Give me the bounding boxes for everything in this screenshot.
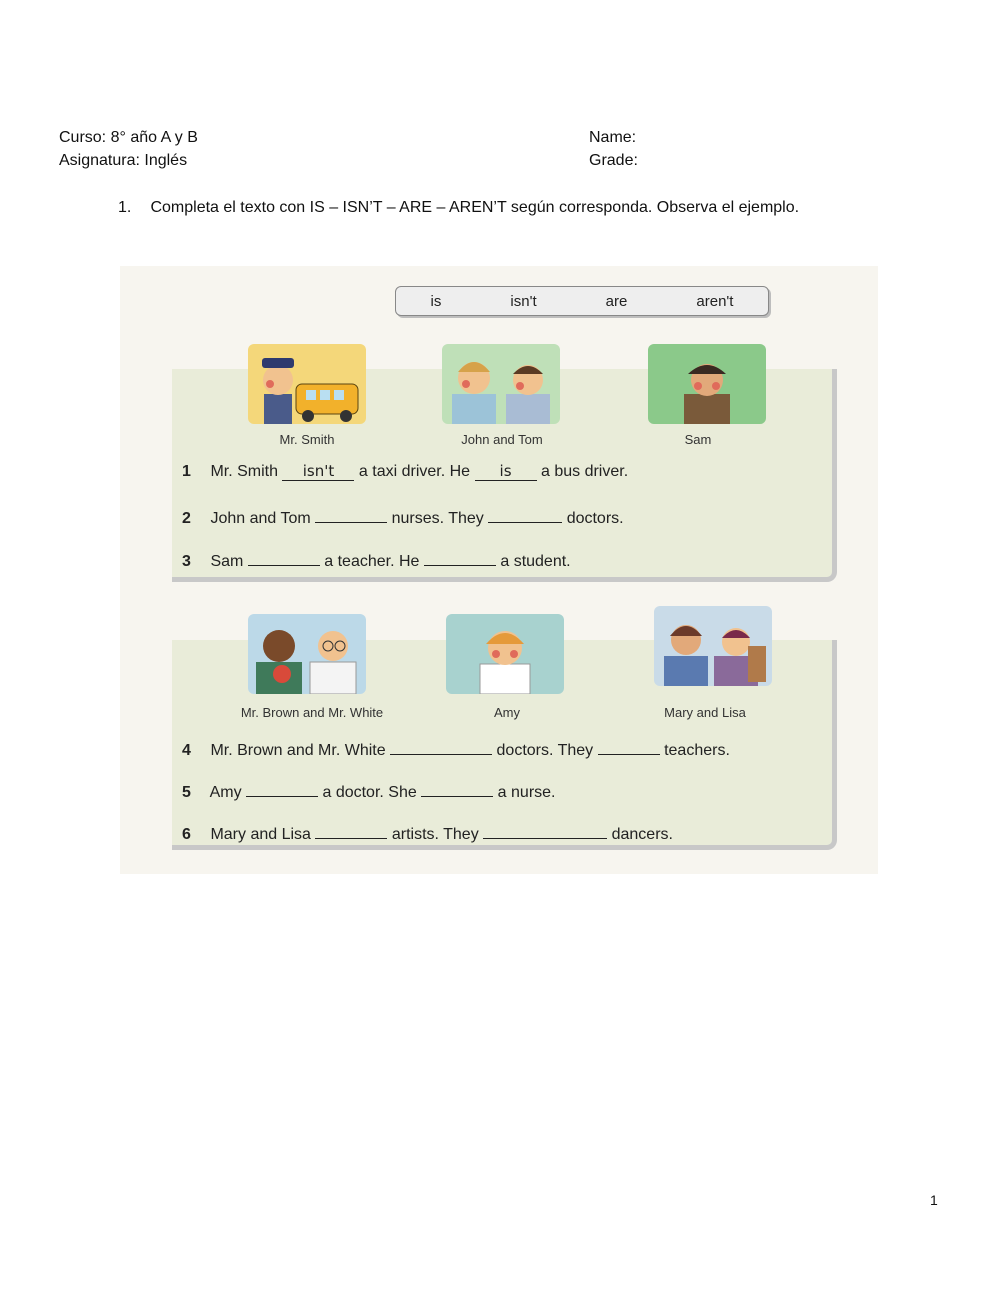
subject-label: Asignatura: Inglés: [59, 152, 188, 169]
mary-and-lisa-illustration: [654, 606, 772, 686]
sentence-middle: a taxi driver. He: [358, 463, 471, 480]
answer-blank[interactable]: [315, 820, 387, 839]
answer-blank[interactable]: [424, 547, 496, 566]
answer-blank-filled[interactable]: is: [475, 462, 537, 481]
caption-amy: Amy: [494, 705, 520, 720]
sentence-2: [182, 504, 624, 528]
sentence-middle: artists. They: [391, 826, 479, 843]
sentence-subject: Mary and Lisa: [210, 826, 311, 843]
sentence-5: [182, 778, 555, 802]
sentence-middle: a teacher. He: [324, 553, 420, 570]
instruction-text: Completa el texto con IS – ISN’T – ARE – AREN’T según corresponda. Observa el ejemplo.: [150, 199, 800, 216]
sentence-middle: doctors. They: [496, 742, 594, 759]
instruction: [118, 199, 799, 217]
answer-blank[interactable]: [598, 736, 660, 755]
caption-sam: Sam: [684, 432, 712, 447]
sentence-6: [182, 820, 673, 844]
caption-mr-brown-and-mr-white: Mr. Brown and Mr. White: [240, 705, 384, 720]
sentence-number: 4: [182, 742, 191, 759]
sentence-number: 3: [182, 553, 191, 570]
sentence-subject: Sam: [210, 553, 244, 570]
mr-brown-and-mr-white-illustration: [248, 614, 366, 694]
sentence-end: a student.: [500, 553, 571, 570]
answer-blank-filled[interactable]: isn't: [282, 462, 354, 481]
word-bank: [395, 286, 769, 316]
answer-blank[interactable]: [390, 736, 492, 755]
sentence-subject: Mr. Smith: [210, 463, 279, 480]
sentence-1: [182, 462, 628, 481]
word-bank-item: aren't: [696, 292, 734, 310]
caption-mr-smith: Mr. Smith: [279, 432, 335, 447]
sentence-number: 2: [182, 510, 191, 527]
sentence-subject: Amy: [209, 784, 242, 801]
answer-blank[interactable]: [246, 778, 318, 797]
instruction-number: 1.: [118, 199, 132, 216]
caption-john-and-tom: John and Tom: [461, 432, 543, 447]
name-field-label: Name:: [589, 129, 637, 146]
sentence-middle: a doctor. She: [322, 784, 417, 801]
sentence-end: a bus driver.: [540, 463, 629, 480]
grade-field-label: Grade:: [589, 152, 638, 169]
word-bank-item: are: [605, 292, 628, 310]
answer-blank[interactable]: [248, 547, 320, 566]
answer-blank[interactable]: [421, 778, 493, 797]
john-and-tom-illustration: [442, 344, 560, 424]
page-number: 1: [930, 1192, 938, 1208]
sam-illustration: [648, 344, 766, 424]
sentence-middle: nurses. They: [391, 510, 484, 527]
mr-smith-illustration: [248, 344, 366, 424]
word-bank-item: is: [430, 292, 442, 310]
sentence-subject: Mr. Brown and Mr. White: [210, 742, 386, 759]
worksheet-figure: [120, 266, 878, 874]
sentence-end: teachers.: [664, 742, 730, 759]
course-label: Curso: 8° año A y B: [59, 129, 198, 146]
sentence-number: 6: [182, 826, 191, 843]
sentence-3: [182, 547, 571, 571]
sentence-number: 1: [182, 463, 191, 480]
sentence-end: doctors.: [566, 510, 624, 527]
answer-blank[interactable]: [315, 504, 387, 523]
answer-blank[interactable]: [488, 504, 562, 523]
sentence-number: 5: [182, 784, 191, 801]
sentence-4: [182, 736, 730, 760]
sentence-subject: John and Tom: [210, 510, 311, 527]
sentence-end: a nurse.: [497, 784, 556, 801]
amy-illustration: [446, 614, 564, 694]
sentence-end: dancers.: [611, 826, 673, 843]
answer-blank[interactable]: [483, 820, 607, 839]
caption-mary-and-lisa: Mary and Lisa: [664, 705, 746, 720]
word-bank-item: isn't: [510, 292, 537, 310]
